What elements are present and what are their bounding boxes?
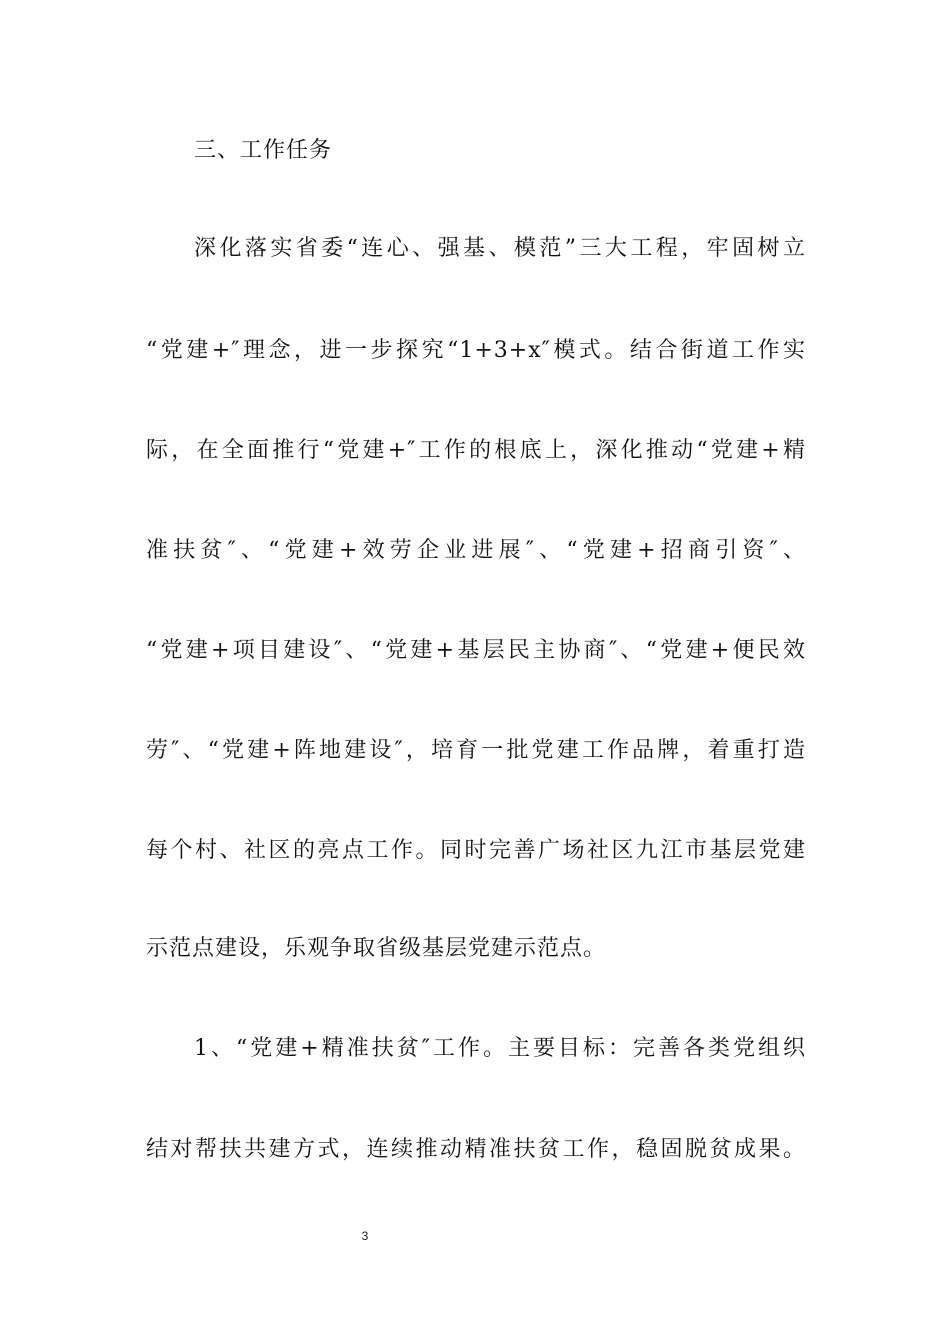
paragraph-line: 深化落实省委“连心、强基、模范”三大工程，牢固树立	[194, 236, 806, 261]
page-number: 3	[361, 1229, 369, 1243]
paragraph-line: “党建+″理念，进一步探究“1+3+x″模式。结合街道工作实	[146, 338, 806, 363]
paragraph-line: 劳″、“党建+阵地建设″，培育一批党建工作品牌，着重打造	[146, 738, 806, 763]
paragraph-line: 际，在全面推行“党建+″工作的根底上，深化推动“党建+精	[146, 438, 806, 463]
paragraph-line: 1、“党建+精准扶贫″工作。主要目标：完善各类党组织	[194, 1036, 806, 1061]
paragraph-line: “党建+项目建设″、“党建+基层民主协商″、“党建+便民效	[146, 638, 806, 663]
section-heading: 三、工作任务	[194, 138, 333, 163]
paragraph-line: 准扶贫″、“党建+效劳企业进展″、“党建+招商引资″、	[146, 538, 806, 563]
paragraph-line: 结对帮扶共建方式，连续推动精准扶贫工作，稳固脱贫成果。	[146, 1137, 806, 1162]
paragraph-line: 每个村、社区的亮点工作。同时完善广场社区九江市基层党建	[146, 838, 806, 863]
paragraph-line: 示范点建设，乐观争取省级基层党建示范点。	[146, 936, 607, 961]
